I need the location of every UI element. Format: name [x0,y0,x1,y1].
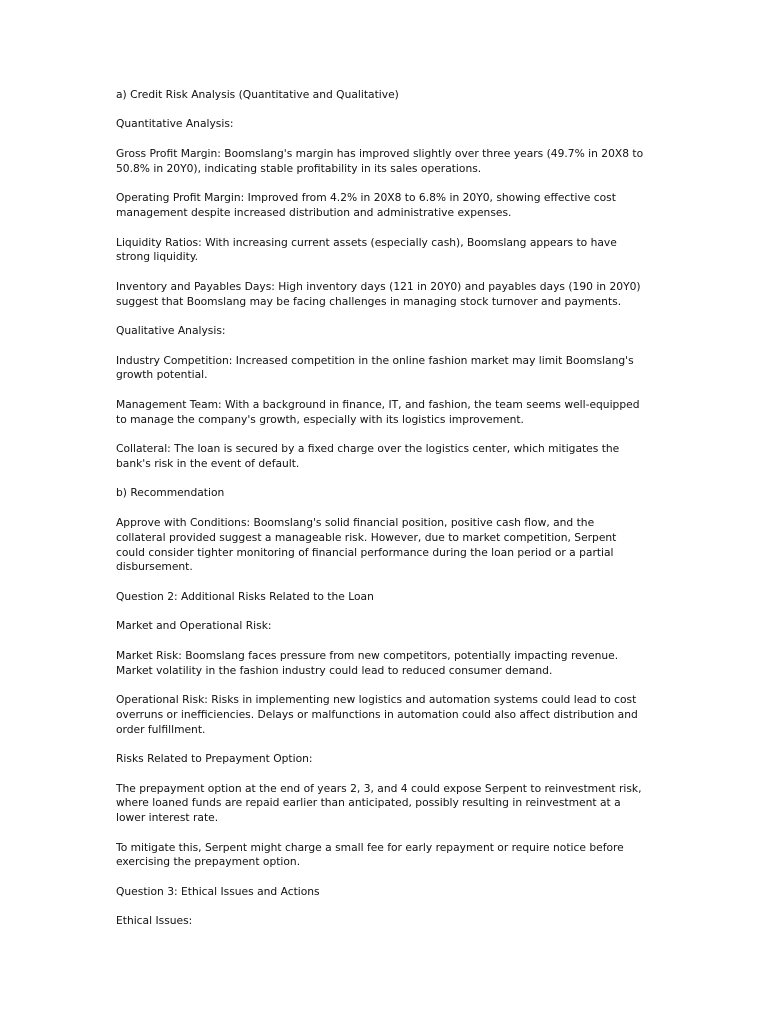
paragraph-gross-profit: Gross Profit Margin: Boomslang's margin has improved slightly over three years (49.7% in 20X8 to 50.8% in 20Y0), indicating stable profitability in its sales operations. [116,146,644,175]
paragraph-operating-profit: Operating Profit Margin: Improved from 4.2% in 20X8 to 6.8% in 20Y0, showing effective cost management despite increased distribution and administrative expenses. [116,191,616,220]
section-heading-recommendation: b) Recommendation [116,486,225,500]
paragraph-collateral: Collateral: The loan is secured by a fixed charge over the logistics center, which mitigates the bank's risk in the event of default. [116,442,620,470]
document-body [116,88,646,944]
paragraph-prepayment-option: The prepayment option at the end of years 2, 3, and 4 could expose Serpent to reinvestment risk, where loaned funds are repaid earlier than anticipated, possibly resulting in reinvestment at a lower interest rate. [116,781,642,825]
subheading-market-operational: Market and Operational Risk: [116,619,272,633]
paragraph-market-risk: Market Risk: Boomslang faces pressure from new competitors, potentially impacting revenue. Market volatility in the fashion industry could lead to reduced consumer demand. [116,648,619,677]
subheading-prepayment-risks: Risks Related to Prepayment Option: [116,752,313,766]
paragraph-approve-conditions: Approve with Conditions: Boomslang's solid financial position, positive cash flow, and the collateral provided suggest a manageable risk. However, due to market competition, Serpent could consider tighter monitoring of financial performance during the loan period or a partial disbursement. [116,515,617,574]
paragraph-liquidity: Liquidity Ratios: With increasing current assets (especially cash), Boomslang appears to have strong liquidity. [116,235,617,264]
paragraph-management-team: Management Team: With a background in finance, IT, and fashion, the team seems well-equipped to manage the company's growth, especially with its logistics improvement. [116,397,640,426]
section-heading-question-2: Question 2: Additional Risks Related to the Loan [116,589,374,603]
paragraph-inventory-payables: Inventory and Payables Days: High inventory days (121 in 20Y0) and payables days (190 in 20Y0) suggest that Boomslang may be facing challenges in managing stock turnover and payments. [116,279,641,308]
paragraph-operational-risk: Operational Risk: Risks in implementing new logistics and automation systems could lead to cost overruns or inefficiencies. Delays or malfunctions in automation could also affect distribution and order fulfillment. [116,693,638,736]
section-heading-question-3: Question 3: Ethical Issues and Actions [116,884,320,898]
paragraph-mitigation: To mitigate this, Serpent might charge a small fee for early repayment or require notice before exercising the prepayment option. [116,840,624,869]
paragraph-industry-competition: Industry Competition: Increased competition in the online fashion market may limit Boomslang's growth potential. [116,353,634,382]
subheading-quantitative: Quantitative Analysis: [116,117,234,131]
section-heading-credit-risk: a) Credit Risk Analysis (Quantitative and Qualitative) [116,88,399,101]
subheading-ethical-issues: Ethical Issues: [116,914,193,928]
subheading-qualitative: Qualitative Analysis: [116,324,226,338]
